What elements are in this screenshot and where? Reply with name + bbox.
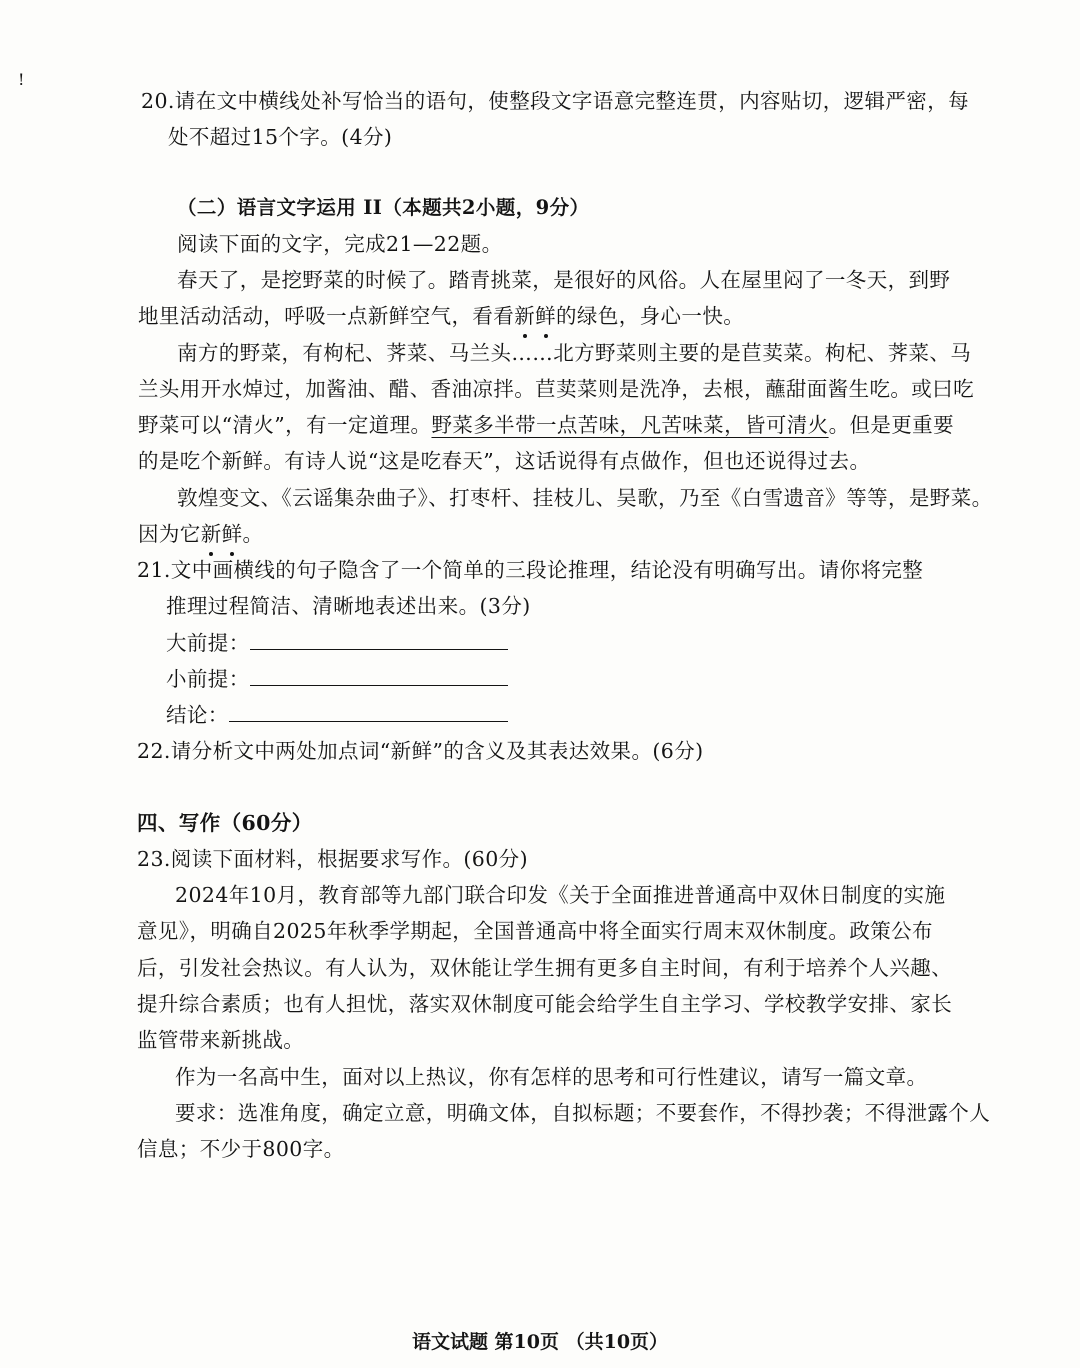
q21-line-1: 21.文中画横线的句子隐含了一个简单的三段论推理，结论没有明确写出。请你将完整 bbox=[137, 558, 924, 582]
dotted-char-xian-2: 鲜 bbox=[222, 519, 243, 549]
q23-material-line-3: 后，引发社会热议。有人认为，双休能让学生拥有更多自主时间，有利于培养个人兴趣、 bbox=[137, 956, 953, 980]
section-4-heading: 四、写作（60分） bbox=[137, 811, 313, 835]
minor-premise-label: 小前提： bbox=[166, 667, 250, 691]
passage-text: 地里活动活动，呼吸一点新鲜空气，看看 bbox=[138, 304, 515, 328]
conclusion-label: 结论： bbox=[166, 703, 229, 727]
q23-material-line-4: 提升综合素质；也有人担忧，落实双休制度可能会给学生自主学习、学校教学安排、家长 bbox=[137, 992, 953, 1016]
q23-requirements-line-1: 要求：选准角度，确定立意，明确文体，自拟标题；不要套作，不得抄袭；不得泄露个人 bbox=[175, 1101, 991, 1125]
q23-material-line-5: 监管带来新挑战。 bbox=[137, 1028, 305, 1052]
q20-line-1: 20.请在文中横线处补写恰当的语句，使整段文字语意完整连贯，内容贴切，逻辑严密，每 bbox=[141, 89, 969, 113]
q23-line-1: 23.阅读下面材料，根据要求写作。(60分) bbox=[137, 847, 528, 871]
passage-p3-line-1: 敦煌变文、《云谣集杂曲子》、打枣杆、挂枝儿、吴歌，乃至《白雪遗音》等等，是野菜。 bbox=[177, 486, 993, 510]
passage-text: 。但是更重要 bbox=[828, 413, 954, 437]
major-premise-blank[interactable] bbox=[250, 629, 508, 650]
passage-p2-line-2: 兰头用开水焯过，加酱油、醋、香油凉拌。苣荬菜则是洗净，去根，蘸甜面酱生吃。或曰吃 bbox=[138, 377, 974, 401]
q21-major-premise bbox=[0, 628, 1080, 658]
underlined-sentence: 野菜多半带一点苦味，凡苦味菜，皆可清火 bbox=[431, 413, 829, 437]
q21-conclusion bbox=[0, 700, 1080, 730]
q22-text: 22.请分析文中两处加点词“新鲜”的含义及其表达效果。(6分) bbox=[137, 739, 704, 763]
q20-line-2: 处不超过15个字。(4分) bbox=[168, 125, 393, 149]
dotted-char-xian-1: 鲜 bbox=[535, 301, 556, 331]
passage-p2-line-3 bbox=[0, 410, 1080, 440]
q21-line-2: 推理过程简洁、清晰地表述出来。(3分) bbox=[166, 594, 531, 618]
dotted-char-xin-2: 新 bbox=[201, 519, 222, 549]
passage-text: 因为它 bbox=[138, 522, 201, 546]
passage-p1-line-2 bbox=[0, 301, 1080, 331]
major-premise-label: 大前提： bbox=[166, 631, 250, 655]
q21-minor-premise bbox=[0, 664, 1080, 694]
q23-material-line-2: 意见》，明确自2025年秋季学期起，全国普通高中将全面实行周末双休制度。政策公布 bbox=[137, 919, 933, 943]
conclusion-blank[interactable] bbox=[229, 701, 508, 722]
passage-p2-line-1: 南方的野菜，有枸杞、荠菜、马兰头……北方野菜则主要的是苣荬菜。枸杞、荠菜、马 bbox=[177, 341, 972, 365]
q23-material-line-1: 2024年10月，教育部等九部门联合印发《关于全面推进普通高中双休日制度的实施 bbox=[175, 883, 946, 907]
passage-text: 野菜可以“清火”，有一定道理。 bbox=[138, 413, 432, 437]
margin-mark: ! bbox=[18, 70, 25, 89]
minor-premise-blank[interactable] bbox=[250, 665, 508, 686]
section-2-intro: 阅读下面的文字，完成21—22题。 bbox=[177, 232, 503, 256]
section-2-heading: （二）语言文字运用 II（本题共2小题，9分） bbox=[177, 196, 590, 219]
dotted-char-xin-1: 新 bbox=[514, 301, 535, 331]
q23-prompt: 作为一名高中生，面对以上热议，你有怎样的思考和可行性建议，请写一篇文章。 bbox=[175, 1065, 928, 1089]
q23-requirements-line-2: 信息；不少于800字。 bbox=[137, 1137, 345, 1161]
passage-p1-line-1: 春天了，是挖野菜的时候了。踏青挑菜，是很好的风俗。人在屋里闷了一冬天，到野 bbox=[177, 268, 951, 292]
passage-text: 。 bbox=[242, 522, 264, 546]
page-footer: 语文试题 第10页 （共10页） bbox=[411, 1331, 669, 1353]
passage-p3-line-2 bbox=[0, 519, 1080, 549]
passage-p2-line-4: 的是吃个新鲜。有诗人说“这是吃春天”，这话说得有点做作，但也还说得过去。 bbox=[138, 449, 871, 473]
passage-text: 的绿色，身心一快。 bbox=[556, 304, 745, 328]
